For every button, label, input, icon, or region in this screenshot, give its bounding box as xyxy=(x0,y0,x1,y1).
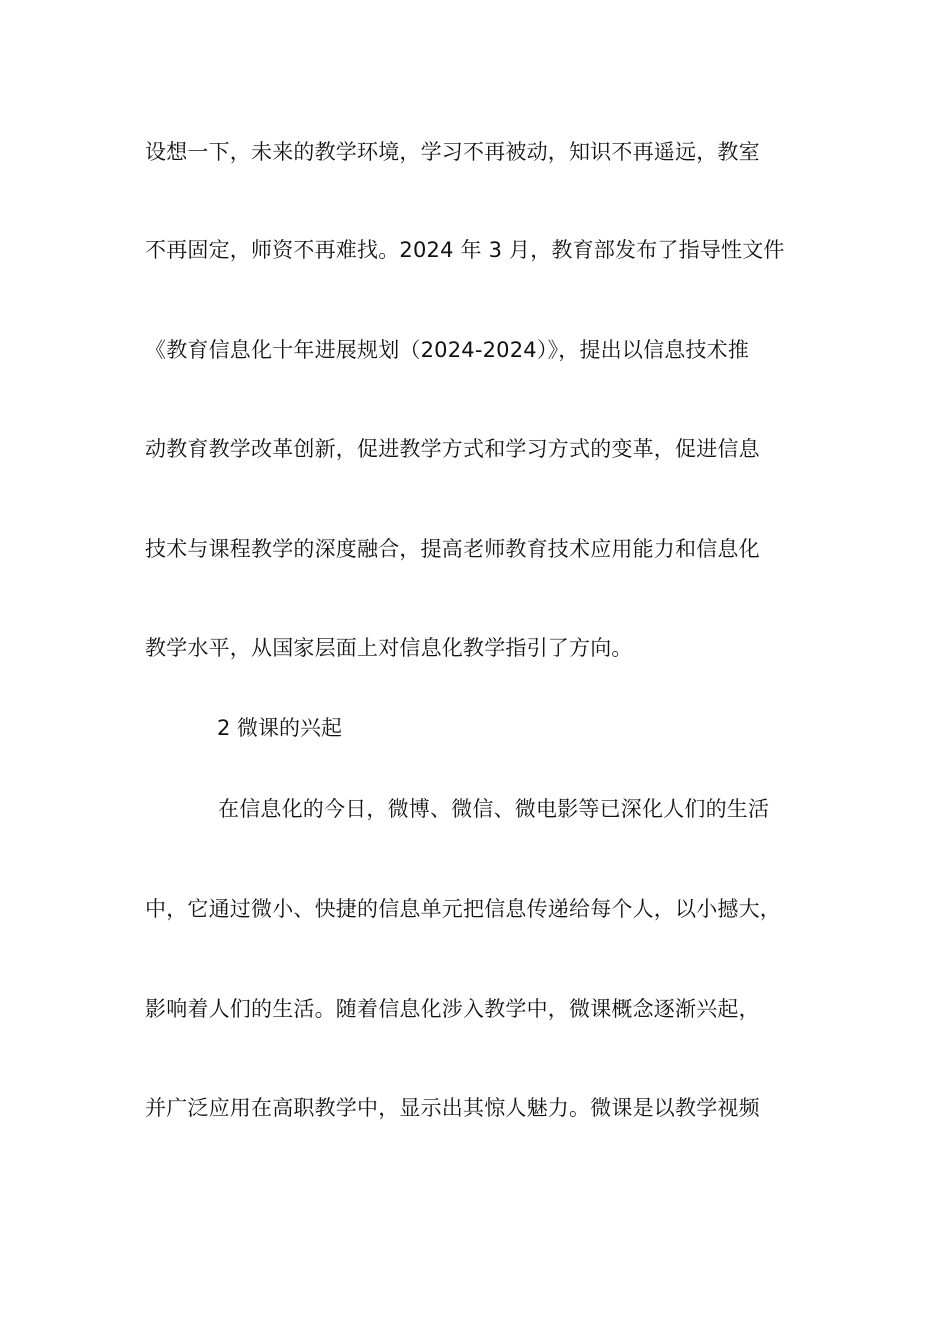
paragraph-2-line-3: 影响着人们的生活。随着信息化涉入教学中，微课概念逐渐兴起， xyxy=(145,997,760,1021)
paragraph-2-line-2: 中，它通过微小、快捷的信息单元把信息传递给每个人，以小撼大， xyxy=(145,897,781,921)
paragraph-1-line-6: 教学水平，从国家层面上对信息化教学指引了方向。 xyxy=(145,636,633,660)
paragraph-1-line-4: 动教育教学改革创新，促进教学方式和学习方式的变革，促进信息 xyxy=(145,437,760,461)
paragraph-2-line-4: 并广泛应用在高职教学中，显示出其惊人魅力。微课是以教学视频 xyxy=(145,1096,760,1120)
section-heading: 2 微课的兴起 xyxy=(217,716,343,740)
paragraph-1-line-5: 技术与课程教学的深度融合，提高老师教育技术应用能力和信息化 xyxy=(145,537,760,561)
paragraph-1-line-1: 设想一下，未来的教学环境，学习不再被动，知识不再遥远，教室 xyxy=(145,140,760,164)
paragraph-1-line-3: 《教育信息化十年进展规划（2024-2024）》，提出以信息技术推 xyxy=(145,338,750,362)
paragraph-2-line-1: 在信息化的今日，微博、微信、微电影等已深化人们的生活 xyxy=(218,797,770,821)
paragraph-1-line-2: 不再固定，师资不再难找。2024 年 3 月，教育部发布了指导性文件 xyxy=(145,238,785,262)
